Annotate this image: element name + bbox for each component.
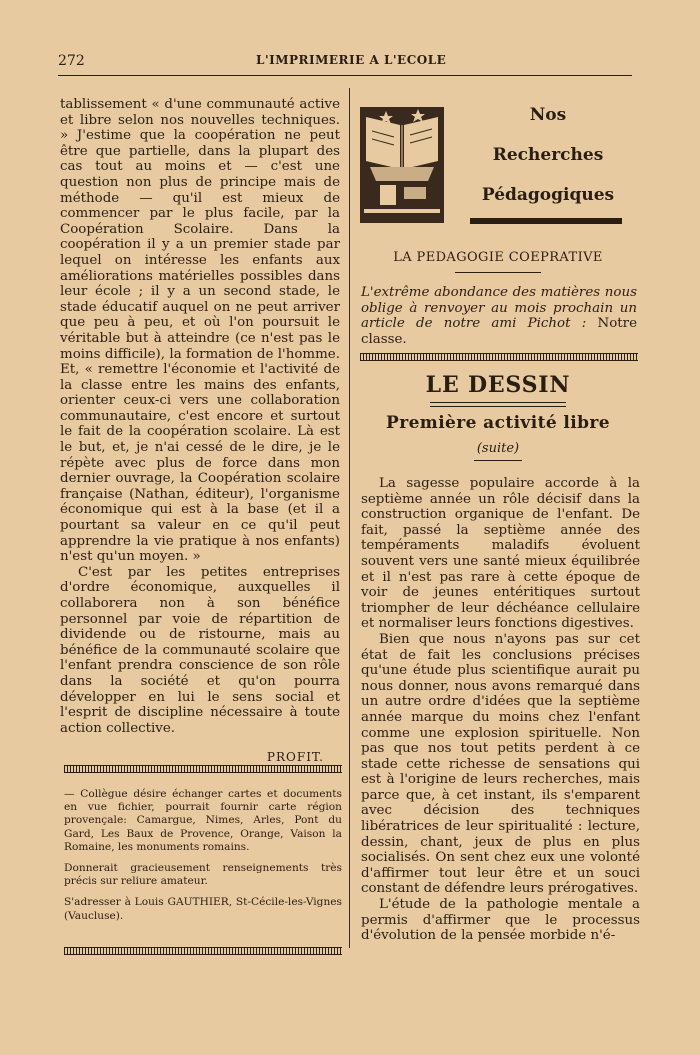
article-subtitle: (suite) <box>476 441 520 456</box>
subhead: LA PEDAGOGIE COEPRATIVE <box>393 250 603 265</box>
page-header <box>58 50 632 72</box>
right-paragraph-2: Bien que nous n'ayons pas sur cet état de fait les conclusions précises qu'une étude plus scientifique aurait pu nous donner, nous avons remarqué dans un autre ordre d'idées que la septième année marque du moins chez l'enfant comme une explosion spirituelle. Non pas que nos tout petits perdent à ce stade cette richesse de sensations qui est à l'origine de leurs recherches, mais parce que, à cet instant, ils s'emparent avec décision des techniques libératrices de leur spiritualité : lecture, dessin, chant, jeux de plus en plus socialisés. On sent chez eux une volonté d'affirmer tout leur être et un souci constant de défendre leurs prérogatives. <box>361 631 640 897</box>
section-title: LE DESSIN <box>425 372 571 398</box>
column-divider <box>349 88 350 948</box>
subhead-underline <box>455 272 541 273</box>
hatched-divider <box>64 765 342 773</box>
banner-line-1: Nos <box>529 105 567 125</box>
editorial-note <box>361 285 637 347</box>
left-paragraph-1: tablissement « d'une communauté active et libre selon nos nouvelles techniques. » J'estime que la coopération ne peut être que partielle, dans la plupart des cas tout au moins et — c'est une question non plus de principe mais de méthode — qu'il est mieux de commencer par le plus facile, par la Coopération Scolaire. Dans la coopération il y a un premier stade par lequel on intéresse les enfants aux améliorations matérielles possibles dans leur école ; il y a un second stade, le stade éducatif auquel on ne peut arriver que peu à peu, et où l'on poursuit le véritable but à atteindre (ce n'est pas le moins difficile), la formation de l'homme. Et, « remettre l'économie et l'activité de la classe entre les mains des enfants, orienter ceux-ci vers une collaboration communautaire, c'est encore et surtout le fait de la coopération scolaire. Là est le but, et, je n'ai cessé de le dire, je le répète avec plus de force dans mon dernier ouvrage, la Coopération scolaire française (Nathan, éditeur), l'organisme économique qui est à la base (et il a pourtant sa valeur en ce qu'il peut apprendre la vie pratique à nos enfants) n'est qu'un moyen. » <box>60 97 340 565</box>
right-paragraph-1: La sagesse populaire accorde à la septième année un rôle décisif dans la construction organique de l'enfant. De fait, passé la septième année des tempéraments maladifs évoluent souvent vers une santé mieux équilibrée et il n'est pas rare à cette époque de voir de jeunes entéritiques surtout triompher de leur déchéance cellulaire et normaliser leurs fonctions digestives. <box>361 476 640 632</box>
author-signature: PROFIT. <box>266 750 324 765</box>
banner-title <box>460 95 636 215</box>
left-article <box>60 97 340 764</box>
classified-paragraph-2: Donnerait gracieusement renseignements très précis sur reliure amateur. <box>64 862 342 888</box>
page-number: 272 <box>58 53 85 69</box>
classified-paragraph-1: — Collègue désire échanger cartes et documents en vue fichier, pourrait fournir carte région provençale: Camargue, Nimes, Arles, Pont du Gard, Les Baux de Provence, Orange, Vaison la Romaine, les monuments romains. <box>64 788 342 853</box>
classified-notice <box>64 788 342 931</box>
running-title: L'IMPRIMERIE A L'ECOLE <box>256 53 447 67</box>
article-subtitle-rule <box>474 460 522 461</box>
editorial-note-normal: Notre classe. <box>361 316 638 347</box>
header-rule <box>58 75 632 76</box>
hatched-divider <box>64 947 342 955</box>
hatched-divider <box>360 353 638 361</box>
article-title: Première activité libre <box>386 413 610 433</box>
banner-rule <box>470 218 622 224</box>
right-paragraph-3: L'étude de la pathologie mentale a permis d'affirmer que le processus d'évolution de la pensée morbide n'é- <box>361 897 640 944</box>
banner-line-3: Pédagogiques <box>481 185 615 205</box>
banner-line-2: Recherches <box>492 145 604 165</box>
left-paragraph-2: C'est par les petites entreprises d'ordre économique, auxquelles il collaborera non à son bénéfice personnel par voie de répartition de dividende ou de ristourne, mais au bénéfice de la communauté scolaire que l'enfant prendra conscience de son rôle dans la société et qu'on pourra développer en lui le sens social et l'esprit de discipline nécessaire à toute action collective. <box>60 564 340 736</box>
book-illustration <box>360 107 444 223</box>
editorial-note-italic: L'extrême abondance des matières nous oblige à renvoyer au mois prochain un article de notre ami Pichot : <box>361 285 637 332</box>
section-underline <box>430 402 566 407</box>
right-article <box>361 476 640 944</box>
classified-paragraph-3: S'adresser à Louis GAUTHIER, St-Cécile-les-Vignes (Vaucluse). <box>64 896 342 922</box>
